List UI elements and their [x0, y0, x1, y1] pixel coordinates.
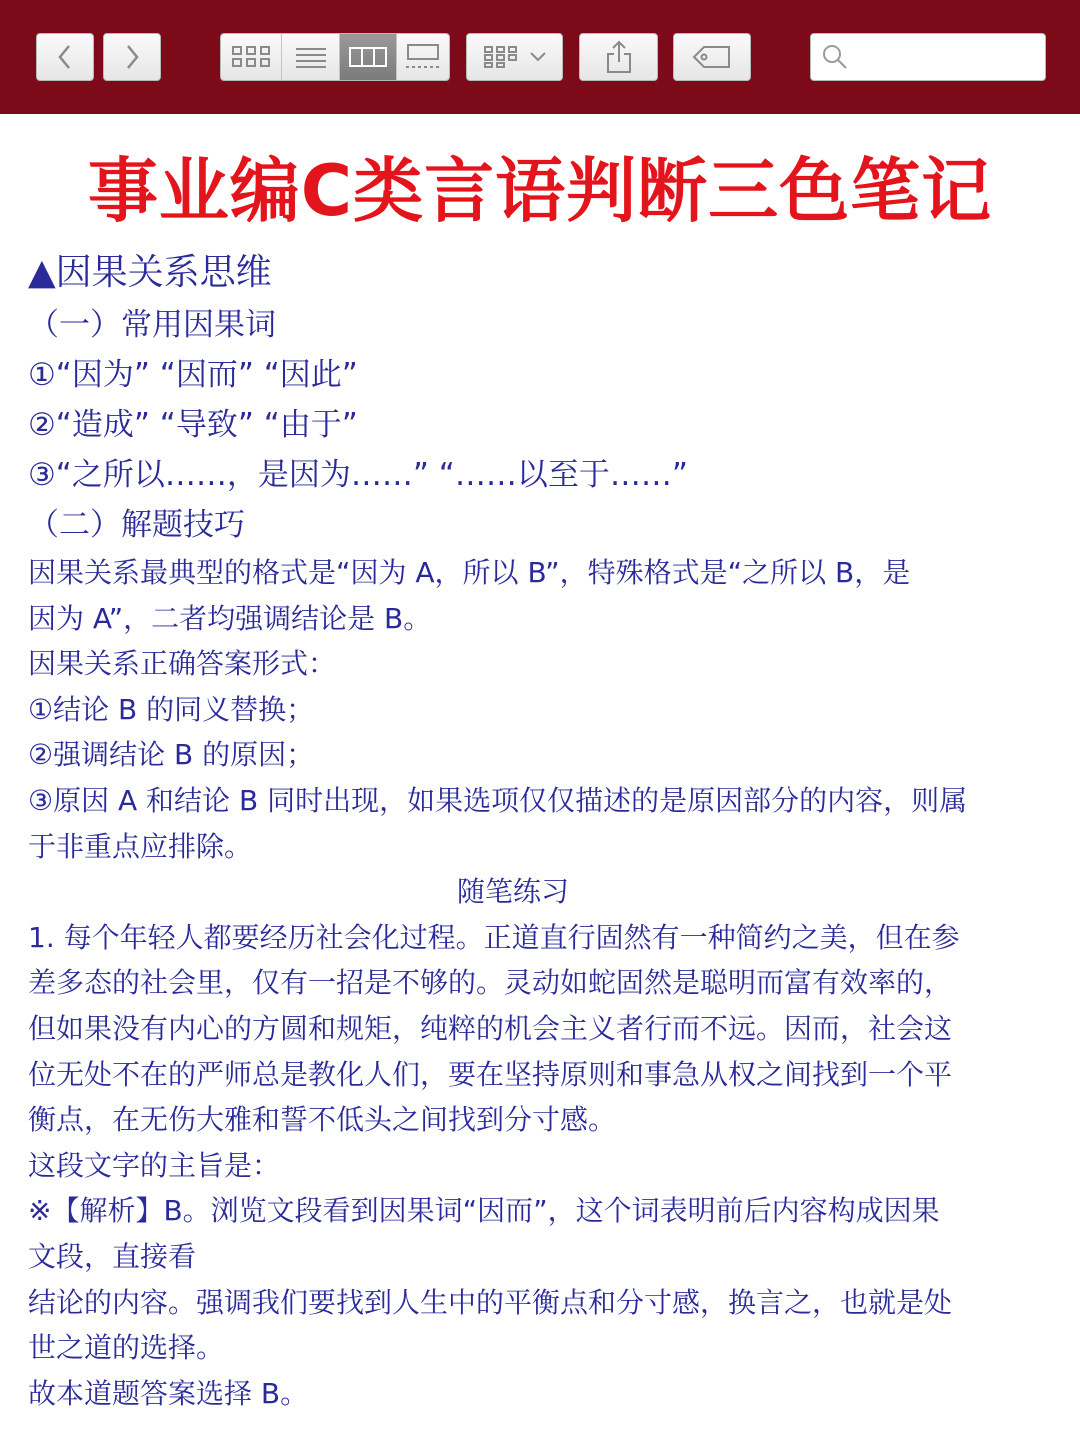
arrange-button[interactable]: [466, 33, 563, 81]
text-line: 结论的内容。强调我们要找到人生中的平衡点和分寸感，换言之，也就是处: [28, 1285, 953, 1319]
practice-heading: 随笔练习: [456, 875, 569, 909]
share-icon: [605, 40, 633, 74]
column-view-button[interactable]: [340, 34, 398, 80]
list-view-icon: [294, 45, 328, 69]
text-line: 故本道题答案选择 B。: [28, 1376, 309, 1410]
subsection-heading: （一）常用因果词: [28, 307, 276, 343]
text-line: 因为 A”，二者均强调结论是 B。: [28, 601, 432, 635]
chevron-down-icon: [529, 51, 547, 63]
back-button[interactable]: [36, 33, 94, 81]
chevron-left-icon: [55, 43, 75, 71]
grid-view-button[interactable]: [221, 34, 282, 80]
list-item: ③“之所以……，是因为……” “……以至于……”: [28, 457, 688, 493]
text-line: ※【解析】B。浏览文段看到因果词“因而”，这个词表明前后内容构成因果: [28, 1194, 940, 1228]
list-item: ①“因为” “因而” “因此”: [28, 357, 358, 393]
arrange-grid-icon: [483, 45, 519, 69]
toolbar: [0, 0, 1080, 114]
column-view-icon: [348, 46, 388, 68]
search-input[interactable]: [857, 45, 1037, 69]
text-line: ②强调结论 B 的原因；: [28, 738, 315, 772]
share-button[interactable]: [579, 33, 658, 81]
text-line: ①结论 B 的同义替换；: [28, 692, 315, 726]
text-line: 位无处不在的严师总是教化人们，要在坚持原则和事急从权之间找到一个平: [28, 1057, 953, 1091]
text-line: 因果关系最典型的格式是“因为 A，所以 B”，特殊格式是“之所以 B，是: [28, 556, 911, 589]
search-icon: [821, 43, 849, 71]
tag-button[interactable]: [673, 33, 751, 81]
text-line: 世之道的选择。: [28, 1331, 225, 1365]
list-item: ②“造成” “导致” “由于”: [28, 407, 358, 443]
text-line: 1. 每个年轻人都要经历社会化过程。正道直行固然有一种简约之美，但在参: [28, 920, 960, 954]
document-body: [28, 246, 1058, 1416]
text-line: ③原因 A 和结论 B 同时出现，如果选项仅仅描述的是原因部分的内容，则属: [28, 783, 968, 817]
section-heading: ▲因果关系思维: [28, 252, 272, 293]
text-line: 但如果没有内心的方圆和规矩，纯粹的机会主义者行而不远。因而，社会这: [28, 1011, 953, 1045]
list-view-button[interactable]: [282, 34, 340, 80]
text-line: 因果关系正确答案形式：: [28, 647, 337, 681]
text-line: 差多态的社会里，仅有一招是不够的。灵动如蛇固然是聪明而富有效率的，: [28, 966, 953, 1000]
search-field[interactable]: [810, 33, 1046, 81]
chevron-right-icon: [122, 43, 142, 71]
view-mode-selector: [220, 33, 450, 81]
text-line: 衡点，在无伤大雅和誓不低头之间找到分寸感。: [28, 1103, 617, 1137]
cover-flow-icon: [404, 43, 442, 71]
grid-view-icon: [231, 45, 271, 69]
document-title: 事业编C类言语判断三色笔记: [87, 150, 993, 232]
tag-icon: [692, 45, 732, 69]
text-line: 于非重点应排除。: [28, 829, 253, 863]
text-line: 这段文字的主旨是：: [28, 1148, 281, 1182]
forward-button[interactable]: [103, 33, 161, 81]
text-line: 文段，直接看: [28, 1239, 197, 1273]
subsection-heading: （二）解题技巧: [28, 507, 245, 543]
cover-flow-button[interactable]: [397, 34, 449, 80]
